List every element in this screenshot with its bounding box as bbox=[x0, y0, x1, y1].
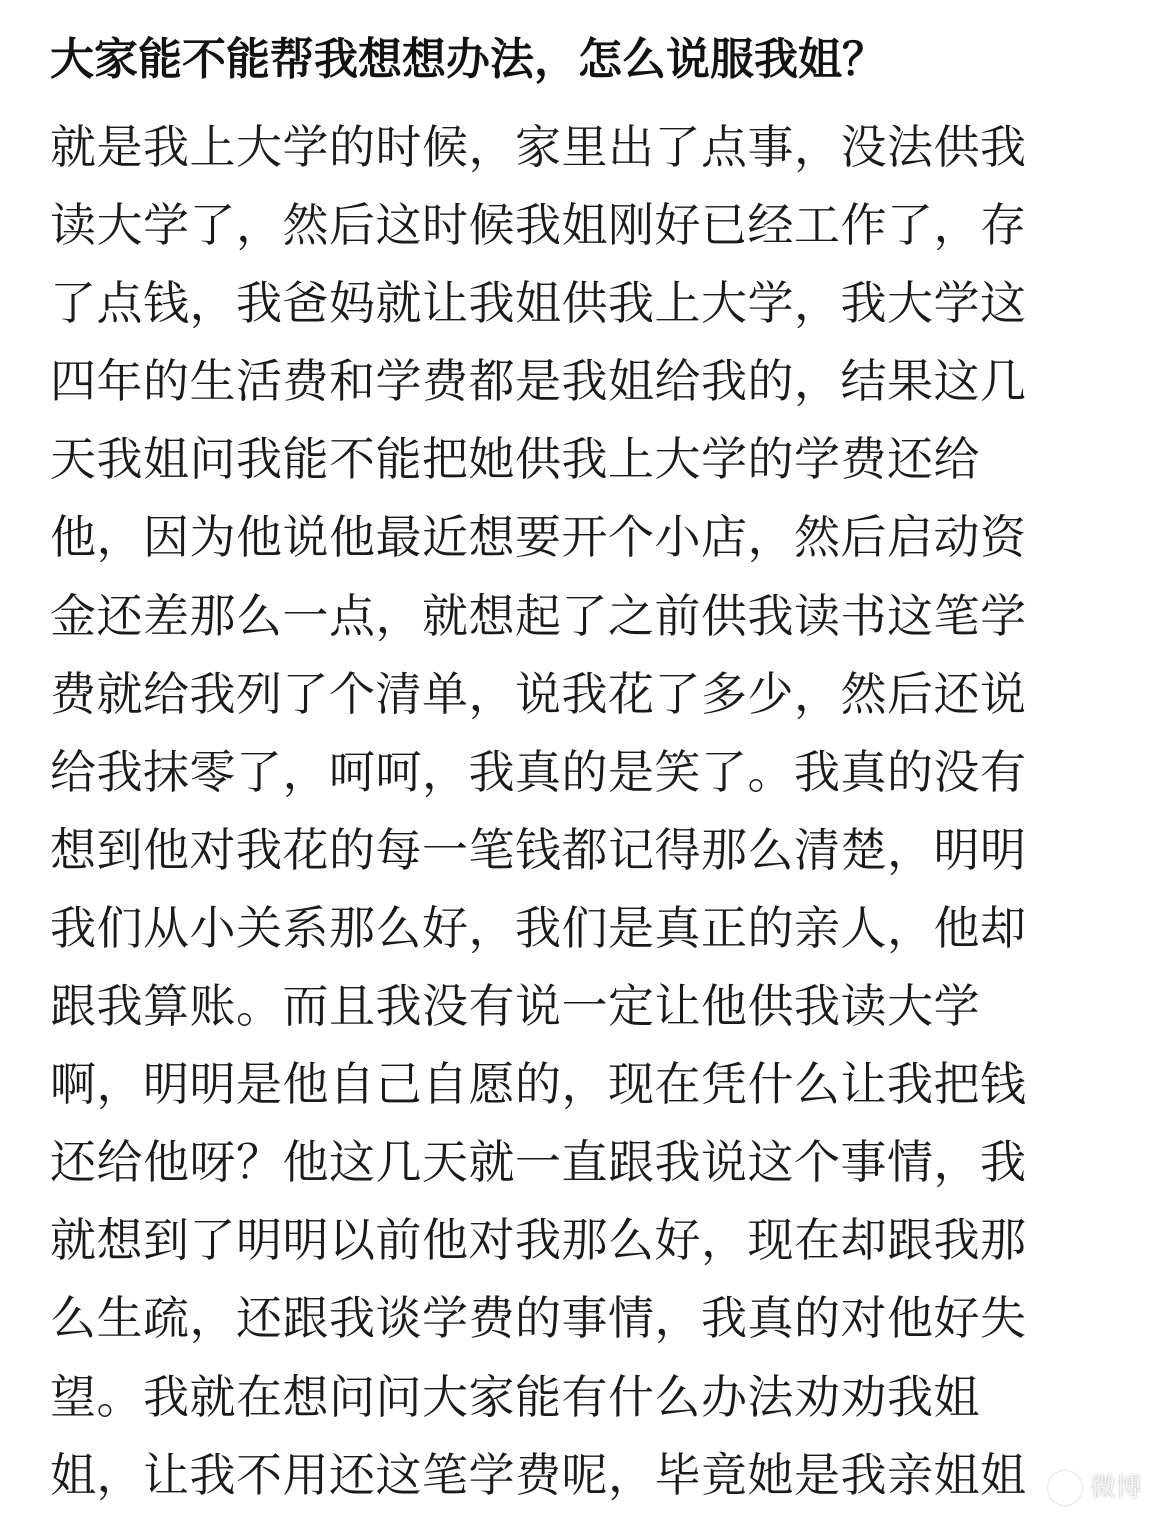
watermark-text: 微博 bbox=[1089, 1473, 1142, 1503]
weibo-watermark bbox=[1048, 1471, 1142, 1505]
post-body bbox=[50, 108, 1125, 1514]
body-line: 金还差那么一点，就想起了之前供我读书这笔学 bbox=[50, 588, 1027, 643]
body-line: 四年的生活费和学费都是我姐给我的，结果这几 bbox=[50, 354, 1027, 409]
body-line: 就是我上大学的时候，家里出了点事，没法供我 bbox=[50, 120, 1027, 174]
body-line: 他，因为他说他最近想要开个小店，然后启动资 bbox=[50, 510, 1027, 565]
body-line: 我们从小关系那么好，我们是真正的亲人，他却 bbox=[50, 900, 1027, 955]
body-line: 了点钱，我爸妈就让我姐供我上大学，我大学这 bbox=[50, 276, 1027, 331]
body-line: 么生疏，还跟我谈学费的事情，我真的对他好失 bbox=[50, 1291, 1027, 1346]
body-line: 天我姐问我能不能把她供我上大学的学费还给 bbox=[50, 432, 980, 487]
body-line: 姐，让我不用还这笔学费呢，毕竟她是我亲姐姐 bbox=[50, 1447, 1027, 1502]
body-line: 还给他呀？他这几天就一直跟我说这个事情，我 bbox=[50, 1135, 1027, 1190]
body-line: 就想到了明明以前他对我那么好，现在却跟我那 bbox=[50, 1213, 1027, 1268]
post bbox=[50, 0, 1125, 1514]
body-line: 给我抹零了，呵呵，我真的是笑了。我真的没有 bbox=[50, 744, 1027, 799]
body-line: 望。我就在想问问大家能有什么办法劝劝我姐 bbox=[50, 1369, 980, 1424]
body-line: 跟我算账。而且我没有说一定让他供我读大学 bbox=[50, 979, 980, 1034]
weibo-logo-icon bbox=[1048, 1471, 1082, 1505]
body-line: 啊，明明是他自己自愿的，现在凭什么让我把钱 bbox=[50, 1057, 1027, 1112]
body-line: 费就给我列了个清单，说我花了多少，然后还说 bbox=[50, 666, 1027, 721]
body-line: 想到他对我花的每一笔钱都记得那么清楚，明明 bbox=[50, 822, 1027, 877]
body-line: 读大学了，然后这时候我姐刚好已经工作了，存 bbox=[50, 198, 1027, 253]
post-title: 大家能不能帮我想想办法，怎么说服我姐？ bbox=[50, 34, 886, 85]
